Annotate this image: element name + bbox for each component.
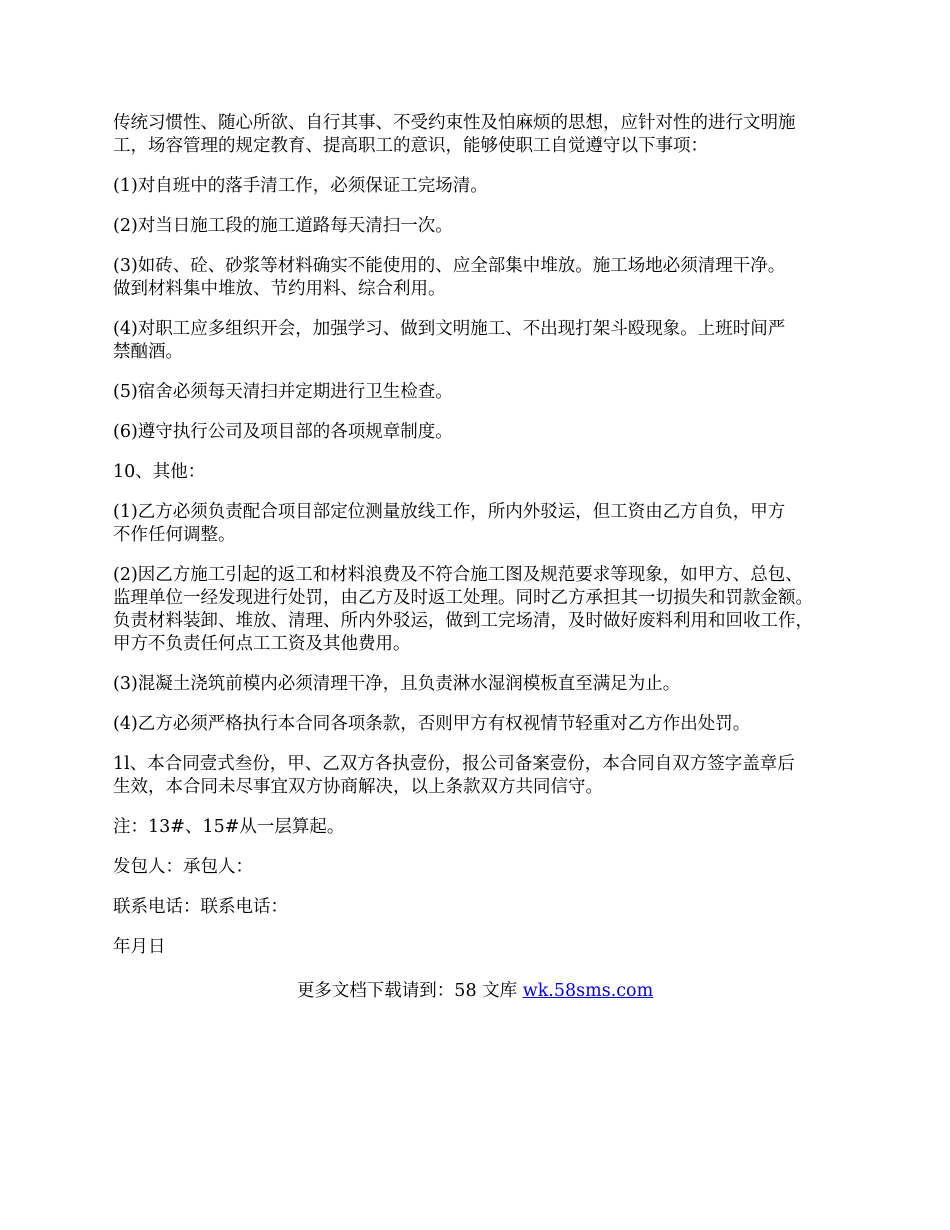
signatory-line: 发包人：承包人： [113, 857, 253, 877]
paragraph-intro: 传统习惯性、随心所欲、自行其事、不受约束性及怕麻烦的思想，应针对性的进行文明施 工，场容管理的规定教育、提高职工的意识，能够使职工自觉遵守以下事项： [113, 113, 796, 156]
paragraph-item-5: (5)宿舍必须每天清扫并定期进行卫生检查。 [113, 382, 453, 402]
paragraph-other-4: (4)乙方必须严格执行本合同各项条款，否则甲方有权视情节轻重对乙方作出处罚。 [113, 714, 751, 734]
paragraph-section-11: 1l、本合同壹式叁份，甲、乙双方各执壹份，报公司备案壹份，本合同自双方签字盖章后 生效，本合同未尽事宜双方协商解决，以上条款双方共同信守。 [113, 754, 795, 797]
date-line: 年月日 [113, 937, 166, 957]
footer-text: 更多文档下载请到：58 文库 [296, 981, 523, 1001]
note-line: 注：13#、15#从一层算起。 [113, 817, 345, 837]
paragraph-item-2: (2)对当日施工段的施工道路每天清扫一次。 [113, 216, 453, 236]
paragraph-item-6: (6)遵守执行公司及项目部的各项规章制度。 [113, 422, 453, 442]
paragraph-other-1: (1)乙方必须负责配合项目部定位测量放线工作，所内外驳运，但工资由乙方自负，甲方 不作任何调整。 [113, 502, 786, 545]
section-heading-10: 10、其他： [113, 462, 206, 482]
footer-link[interactable]: wk.58sms.com [522, 981, 654, 1001]
paragraph-other-2: (2)因乙方施工引起的返工和材料浪费及不符合施工图及规范要求等现象，如甲方、总包、 监理单位一经发现进行处罚，由乙方及时返工处理。同时乙方承担其一切损失和罚款金额。 负责材料装卸、堆放、清理、所内外驳运，做到工完场清，及时做好废料利用和回收工作， 甲方不负责任何点工工资及其他费用。 [113, 565, 813, 654]
paragraph-item-1: (1)对自班中的落手清工作，必须保证工完场清。 [113, 176, 488, 196]
download-footer [0, 979, 950, 1003]
paragraph-item-4: (4)对职工应多组织开会，加强学习、做到文明施工、不出现打架斗殴现象。上班时间严 禁酗酒。 [113, 319, 786, 362]
paragraph-item-3: (3)如砖、砼、砂浆等材料确实不能使用的、应全部集中堆放。施工场地必须清理干净。 做到材料集中堆放、节约用料、综合利用。 [113, 256, 786, 299]
paragraph-other-3: (3)混凝土浇筑前模内必须清理干净，且负责淋水湿润模板直至满足为止。 [113, 674, 681, 694]
document-body [113, 112, 858, 976]
phone-line: 联系电话：联系电话： [113, 897, 288, 917]
